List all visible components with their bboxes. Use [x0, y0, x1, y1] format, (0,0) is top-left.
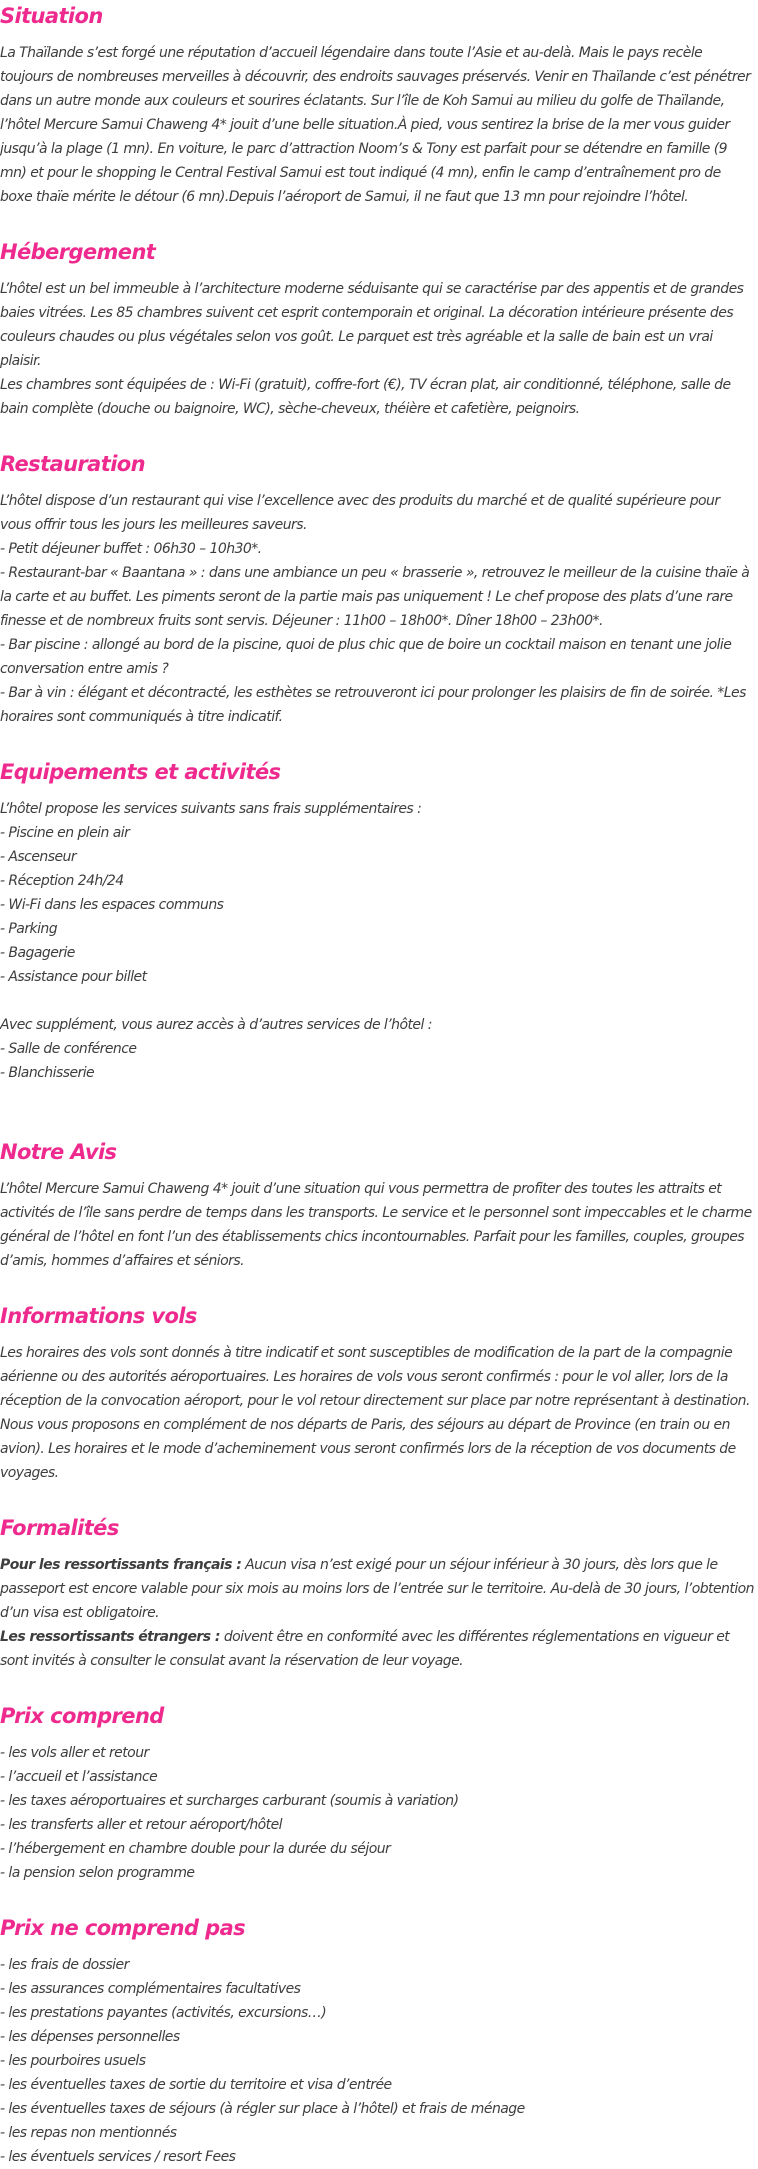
hebergement-text — [0, 277, 758, 421]
list-item: - Blanchisserie — [0, 1065, 95, 1081]
section-situation — [0, 2, 758, 209]
restauration-item-wine-bar: - Bar à vin : élégant et décontracté, les esthètes se retrouveront ici pour prolonger les plaisirs de fin de soirée. *Les horaires sont communiqués à titre indicatif. — [0, 685, 746, 725]
formalites-french-paragraph — [0, 1553, 754, 1625]
situation-text: La Thaïlande s’est forgé une réputation d’accueil légendaire dans toute l’Asie et au-delà. Mais le pays recèle toujours de nombreuses merveilles à découvrir, des endroits sauvages préservés. Venir en Thaïlande c’est pénétrer dans un autre monde aux couleurs et sourires éclatants. Sur l’île de Koh Samui au milieu du golfe de Thaïlande, l’hôtel Mercure Samui Chaweng 4* jouit d’une belle situation.À pied, vous sentirez la brise de la mer vous guider jusqu’à la plage (1 mn). En voiture, le parc d’attraction Noom’s & Tony est parfait pour se détendre en famille (9 mn) et pour le shopping le Central Festival Samui est tout indiqué (4 mn), enfin le camp d’entraînement pro de boxe thaïe mérite le détour (6 mn).Depuis l’aéroport de Samui, il ne faut que 13 mn pour rejoindre l’hôtel. — [0, 45, 751, 205]
equipements-intro: L’hôtel propose les services suivants sans frais supplémentaires : — [0, 801, 422, 817]
restauration-item-pool-bar: - Bar piscine : allongé au bord de la piscine, quoi de plus chic que de boire un cocktail maison en tenant une jolie conversation entre amis ? — [0, 637, 732, 677]
formalites-french-label: Pour les ressortissants français : — [0, 1557, 242, 1573]
list-item: - la pension selon programme — [0, 1865, 195, 1881]
list-item: - Assistance pour billet — [0, 969, 147, 985]
avis-text: L’hôtel Mercure Samui Chaweng 4* jouit d’une situation qui vous permettra de profiter des toutes les attraits et activités de l’île sans perdre de temps dans les transports. Le service et le personnel sont impeccables et le charme général de l’hôtel en font l’un des établissements chics incontournables. Parfait pour les familles, couples, groupes d’amis, hommes d’affaires et séniors. — [0, 1181, 752, 1269]
spacer — [0, 989, 754, 1013]
vols-text: Les horaires des vols sont donnés à titre indicatif et sont susceptibles de modification de la part de la compagnie aérienne ou des autorités aéroportuaires. Les horaires de vols vous seront confirmés : pour le vol aller, lors de la réception de la convocation aéroport, pour le vol retour directement sur place par notre représentant à destination. Nous vous proposons en complément de nos départs de Paris, des séjours au départ de Province (en train ou en avion). Les horaires et le mode d’acheminement vous seront confirmés lors de la réception de vos documents de voyages. — [0, 1345, 750, 1481]
section-formalites — [0, 1514, 758, 1673]
list-item: - les pourboires usuels — [0, 2053, 146, 2069]
section-restauration — [0, 450, 758, 729]
section-prix-ne-comprend-pas — [0, 1914, 758, 2169]
list-item: - les vols aller et retour — [0, 1745, 149, 1761]
list-item: - l’accueil et l’assistance — [0, 1769, 158, 1785]
list-item: - les éventuelles taxes de sortie du territoire et visa d’entrée — [0, 2077, 392, 2093]
formalites-foreign-paragraph — [0, 1625, 754, 1673]
restauration-text — [0, 489, 758, 729]
prix-comprend-list — [0, 1741, 758, 1885]
list-item: - Wi-Fi dans les espaces communs — [0, 897, 224, 913]
restauration-intro: L’hôtel dispose d’un restaurant qui vise l’excellence avec des produits du marché et de qualité supérieure pour vous offrir tous les jours les meilleures saveurs. — [0, 493, 720, 533]
section-title-equipements: Equipements et activités — [0, 760, 281, 784]
list-item: - les éventuels services / resort Fees — [0, 2149, 236, 2165]
hebergement-equipment-paragraph: Les chambres sont équipées de : Wi-Fi (gratuit), coffre-fort (€), TV écran plat, air conditionné, téléphone, salle de bain complète (douche ou baignoire, WC), sèche-cheveux, théière et cafetière, peignoirs. — [0, 377, 731, 417]
section-title-restauration: Restauration — [0, 452, 145, 476]
list-item: - Bagagerie — [0, 945, 75, 961]
formalites-french-text: Aucun visa n’est exigé pour un séjour inférieur à 30 jours, dès lors que le passeport est encore valable pour six mois au moins lors de l’entrée sur le territoire. Au-delà de 30 jours, l’obtention d’un visa est obligatoire. — [0, 1557, 754, 1621]
list-item: - Réception 24h/24 — [0, 873, 124, 889]
list-item: - les repas non mentionnés — [0, 2125, 177, 2141]
section-prix-comprend — [0, 1702, 758, 1885]
restauration-item-breakfast: - Petit déjeuner buffet : 06h30 – 10h30*. — [0, 541, 262, 557]
list-item: - les assurances complémentaires facultatives — [0, 1981, 301, 1997]
list-item: - les prestations payantes (activités, excursions…) — [0, 2005, 327, 2021]
prix-ne-comprend-pas-list — [0, 1953, 758, 2169]
section-title-situation: Situation — [0, 4, 103, 28]
section-title-hebergement: Hébergement — [0, 240, 156, 264]
formalites-text — [0, 1553, 758, 1673]
formalites-foreign-text: doivent être en conformité avec les différentes réglementations en vigueur et sont invités à consulter le consulat avant la réservation de leur voyage. — [0, 1629, 730, 1669]
section-equipements — [0, 758, 758, 1085]
equipements-paid-intro: Avec supplément, vous aurez accès à d’autres services de l’hôtel : — [0, 1017, 432, 1033]
section-title-formalites: Formalités — [0, 1516, 119, 1540]
list-item: - les éventuelles taxes de séjours (à régler sur place à l’hôtel) et frais de ménage — [0, 2101, 525, 2117]
list-item: - Ascenseur — [0, 849, 77, 865]
section-title-prix-ne-comprend-pas: Prix ne comprend pas — [0, 1916, 246, 1940]
list-item: - les dépenses personnelles — [0, 2029, 180, 2045]
section-avis — [0, 1138, 758, 1273]
section-title-vols: Informations vols — [0, 1304, 197, 1328]
section-title-prix-comprend: Prix comprend — [0, 1704, 164, 1728]
restauration-item-restaurant: - Restaurant-bar « Baantana » : dans une ambiance un peu « brasserie », retrouvez le meilleur de la cuisine thaïe à la carte et au buffet. Les piments seront de la partie mais pas uniquement ! Le chef propose des plats d’une rare finesse et de nombreux fruits sont servis. Déjeuner : 11h00 – 18h00*. Dîner 18h00 – 23h00*. — [0, 565, 750, 629]
list-item: - Piscine en plein air — [0, 825, 130, 841]
section-vols — [0, 1302, 758, 1485]
list-item: - l’hébergement en chambre double pour la durée du séjour — [0, 1841, 391, 1857]
list-item: - les taxes aéroportuaires et surcharges carburant (soumis à variation) — [0, 1793, 459, 1809]
list-item: - les transferts aller et retour aéroport/hôtel — [0, 1817, 283, 1833]
list-item: - les frais de dossier — [0, 1957, 129, 1973]
section-title-avis: Notre Avis — [0, 1140, 117, 1164]
equipements-text — [0, 797, 758, 1085]
list-item: - Salle de conférence — [0, 1041, 137, 1057]
formalites-foreign-label: Les ressortissants étrangers : — [0, 1629, 220, 1645]
list-item: - Parking — [0, 921, 58, 937]
section-hebergement — [0, 238, 758, 421]
hebergement-paragraph: L’hôtel est un bel immeuble à l’architecture moderne séduisante qui se caractérise par des appentis et de grandes baies vitrées. Les 85 chambres suivent cet esprit contemporain et original. La décoration intérieure présente des couleurs chaudes ou plus végétales selon vos goût. Le parquet est très agréable et la salle de bain est un vrai plaisir. — [0, 281, 744, 369]
